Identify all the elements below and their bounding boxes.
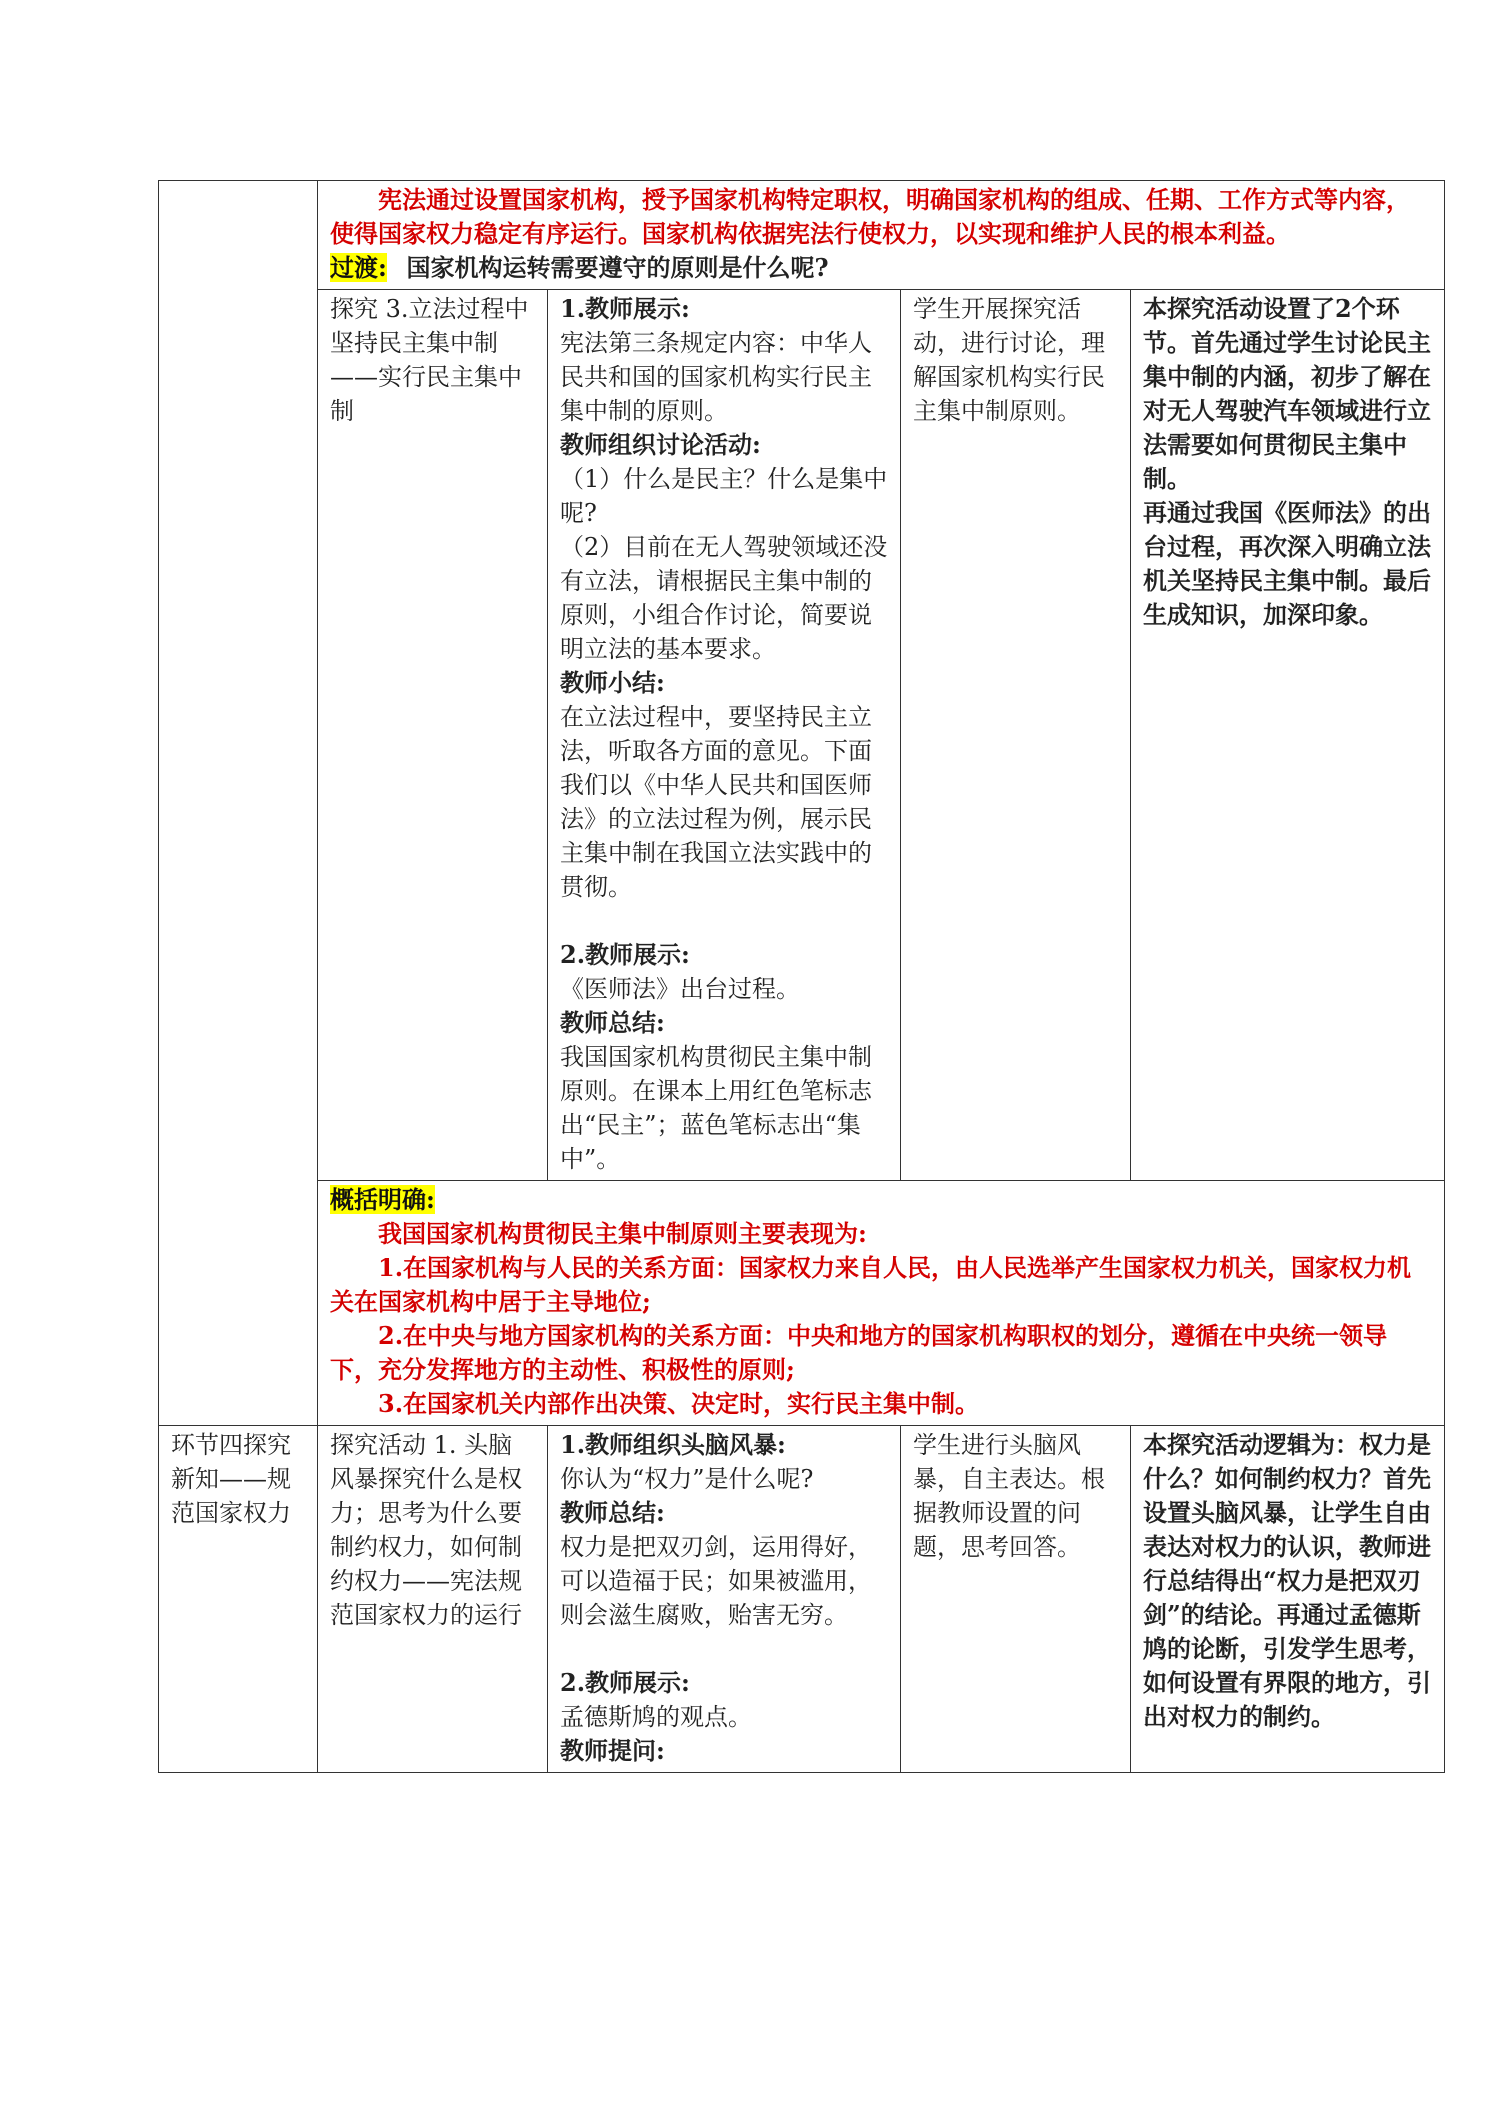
student-activity-cell xyxy=(901,290,1131,1181)
teacher-activity-cell xyxy=(548,1426,901,1773)
transition-label: 过渡: xyxy=(330,253,387,282)
conclusion-cell xyxy=(318,1181,1445,1426)
brainstorm-text: 你认为“权力”是什么呢? xyxy=(560,1465,814,1493)
teacher-show-2-title: 2.教师展示: xyxy=(560,940,690,969)
teacher-conclusion-text: 我国国家机构贯彻民主集中制原则。在课本上用红色笔标志出“民主”；蓝色笔标志出“集中”。 xyxy=(560,1043,872,1173)
stage-cell xyxy=(159,1426,318,1773)
teacher-summary-text: 权力是把双刃剑，运用得好，可以造福于民；如果被滥用，则会滋生腐败，贻害无穷。 xyxy=(560,1533,872,1629)
conclusion-item-2: 2.在中央与地方国家机构的关系方面：中央和地方的国家机构职权的划分，遵循在中央统一领导下，充分发挥地方的主动性、积极性的原则; xyxy=(330,1321,1388,1384)
discussion-question-2: （2）目前在无人驾驶领域还没有立法，请根据民主集中制的原则，小组合作讨论，简要说明立法的基本要求。 xyxy=(560,533,888,663)
activity-title: 探究 3.立法过程中坚持民主集中制——实行民主集中制 xyxy=(330,295,529,425)
teacher-show-title: 1.教师展示: xyxy=(560,294,690,323)
summary-cell xyxy=(318,181,1445,290)
teacher-summary-title: 教师小结: xyxy=(560,668,665,697)
student-activity-cell xyxy=(901,1426,1131,1773)
teacher-show-text: 孟德斯鸠的观点。 xyxy=(560,1703,752,1731)
teacher-show-text: 宪法第三条规定内容：中华人民共和国的国家机构实行民主集中制的原则。 xyxy=(560,329,872,425)
transition xyxy=(330,251,1432,285)
lesson-plan-table xyxy=(158,180,1445,1773)
student-activity-text: 学生开展探究活动，进行讨论，理解国家机构实行民主集中制原则。 xyxy=(913,295,1105,425)
teacher-summary-title: 教师总结: xyxy=(560,1498,665,1527)
student-activity-text: 学生进行头脑风暴，自主表达。根据教师设置的问题，思考回答。 xyxy=(913,1431,1105,1561)
stage-cell-empty xyxy=(159,181,318,1426)
conclusion-item-3: 3.在国家机关内部作出决策、决定时，实行民主集中制。 xyxy=(378,1389,980,1418)
teacher-question-title: 教师提问: xyxy=(560,1736,665,1765)
conclusion-label: 概括明确: xyxy=(330,1185,435,1214)
design-intent-p2: 再通过我国《医师法》的出台过程，再次深入明确立法机关坚持民主集中制。最后生成知识，加深印象。 xyxy=(1143,498,1431,629)
discussion-title: 教师组织讨论活动: xyxy=(560,430,761,459)
discussion-question-1: （1）什么是民主？什么是集中呢? xyxy=(560,465,888,527)
activity-cell xyxy=(318,290,548,1181)
design-intent-text: 本探究活动逻辑为：权力是什么？如何制约权力？首先设置头脑风暴，让学生自由表达对权力的认识，教师进行总结得出“权力是把双刃剑”的结论。再通过孟德斯鸠的论断，引发学生思考，如何设置有界限的地方，引出对权力的制约。 xyxy=(1143,1430,1431,1731)
conclusion-lead: 我国国家机构贯彻民主集中制原则主要表现为: xyxy=(378,1219,867,1248)
conclusion-row xyxy=(159,1181,1445,1426)
design-intent-cell xyxy=(1131,290,1445,1181)
teacher-summary-text: 在立法过程中，要坚持民主立法，听取各方面的意见。下面我们以《中华人民共和国医师法》的立法过程为例，展示民主集中制在我国立法实践中的贯彻。 xyxy=(560,703,872,901)
brainstorm-title: 1.教师组织头脑风暴: xyxy=(560,1430,786,1459)
activity-cell xyxy=(318,1426,548,1773)
conclusion-item-1: 1.在国家机构与人民的关系方面：国家权力来自人民，由人民选举产生国家权力机关，国家权力机关在国家机构中居于主导地位; xyxy=(330,1253,1412,1316)
design-intent-p1: 本探究活动设置了2个环节。首先通过学生讨论民主集中制的内涵，初步了解在对无人驾驶汽车领域进行立法需要如何贯彻民主集中制。 xyxy=(1143,294,1431,493)
teacher-conclusion-title: 教师总结: xyxy=(560,1008,665,1037)
teacher-activity-cell xyxy=(548,290,901,1181)
constitution-summary: 宪法通过设置国家机构，授予国家机构特定职权，明确国家机构的组成、任期、工作方式等内容，使得国家权力稳定有序运行。国家机构依据宪法行使权力，以实现和维护人民的根本利益。 xyxy=(330,185,1410,248)
stage-title: 环节四探究新知——规范国家权力 xyxy=(171,1431,291,1527)
spacer xyxy=(560,1632,888,1666)
teacher-show-title: 2.教师展示: xyxy=(560,1668,690,1697)
design-intent-cell xyxy=(1131,1426,1445,1773)
spacer xyxy=(560,904,888,938)
inquiry-3-row xyxy=(159,290,1445,1181)
transition-text: 国家机构运转需要遵守的原则是什么呢? xyxy=(406,253,829,282)
teacher-show-2-text: 《医师法》出台过程。 xyxy=(560,975,800,1003)
activity-title: 探究活动 1. 头脑风暴探究什么是权力；思考为什么要制约权力，如何制约权力——宪法规范国家权力的运行 xyxy=(330,1431,522,1629)
stage-4-row xyxy=(159,1426,1445,1773)
summary-row xyxy=(159,181,1445,290)
